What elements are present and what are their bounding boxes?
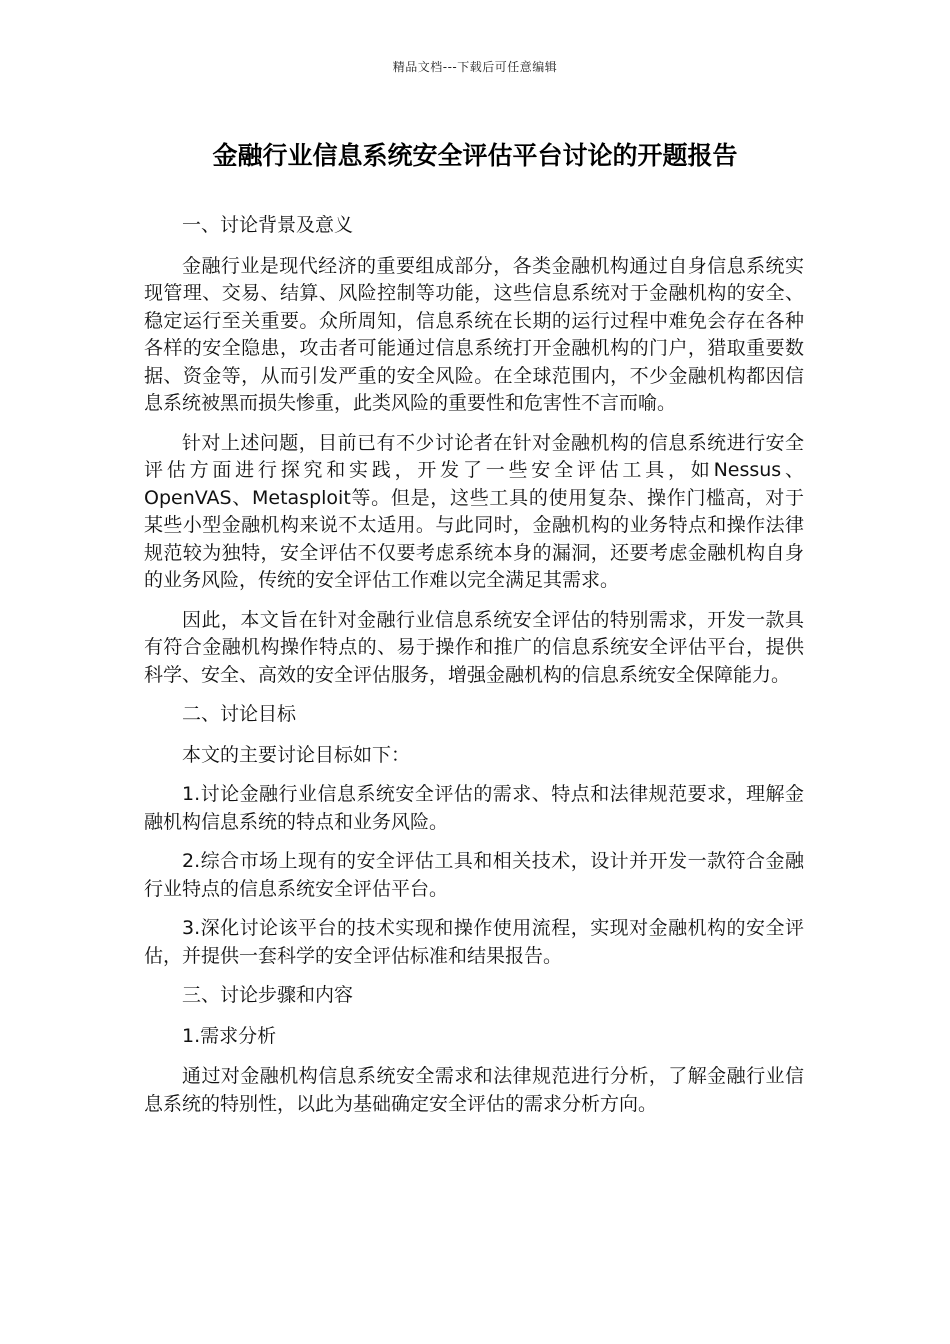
paragraph-requirements: 通过对金融机构信息系统安全需求和法律规范进行分析，了解金融行业信息系统的特别性，以此为基础确定安全评估的需求分析方向。 bbox=[144, 1065, 804, 1115]
page-header-note: 精品文档---下载后可任意编辑 bbox=[392, 60, 558, 74]
goal-item-2: 2.综合市场上现有的安全评估工具和相关技术，设计并开发一款符合金融行业特点的信息系统安全评估平台。 bbox=[144, 850, 804, 900]
paragraph-background-3: 因此，本文旨在针对金融行业信息系统安全评估的特别需求，开发一款具有符合金融机构操作特点的、易于操作和推广的信息系统安全评估平台，提供科学、安全、高效的安全评估服务，增强金融机构的信息系统安全保障能力。 bbox=[144, 608, 804, 686]
goal-item-1: 1.讨论金融行业信息系统安全评估的需求、特点和法律规范要求，理解金融机构信息系统的特点和业务风险。 bbox=[144, 783, 804, 833]
subsection-heading-requirements: 1.需求分析 bbox=[182, 1024, 277, 1047]
paragraph-background-1: 金融行业是现代经济的重要组成部分，各类金融机构通过自身信息系统实现管理、交易、结算、风险控制等功能，这些信息系统对于金融机构的安全、稳定运行至关重要。众所周知，信息系统在长期的运行过程中难免会存在各种各样的安全隐患，攻击者可能通过信息系统打开金融机构的门户，猎取重要数据、资金等，从而引发严重的安全风险。在全球范围内，不少金融机构都因信息系统被黑而损失惨重，此类风险的重要性和危害性不言而喻。 bbox=[144, 254, 804, 414]
section-heading-goals: 二、讨论目标 bbox=[182, 703, 297, 725]
section-heading-steps: 三、讨论步骤和内容 bbox=[182, 984, 354, 1006]
paragraph-goals-intro: 本文的主要讨论目标如下： bbox=[182, 743, 411, 766]
section-heading-background: 一、讨论背景及意义 bbox=[182, 214, 354, 236]
document-title: 金融行业信息系统安全评估平台讨论的开题报告 bbox=[212, 141, 738, 170]
goal-item-3: 3.深化讨论该平台的技术实现和操作使用流程，实现对金融机构的安全评估，并提供一套科学的安全评估标准和结果报告。 bbox=[144, 917, 804, 967]
paragraph-background-2: 针对上述问题，目前已有不少讨论者在针对金融机构的信息系统进行安全评估方面进行探究和实践，开发了一些安全评估工具，如Nessus、OpenVAS、Metasploit等。但是，这些工具的使用复杂、操作门槛高，对于某些小型金融机构来说不太适用。与此同时，金融机构的业务特点和操作法律规范较为独特，安全评估不仅要考虑系统本身的漏洞，还要考虑金融机构自身的业务风险，传统的安全评估工作难以完全满足其需求。 bbox=[144, 431, 804, 591]
document-body bbox=[144, 212, 804, 1130]
